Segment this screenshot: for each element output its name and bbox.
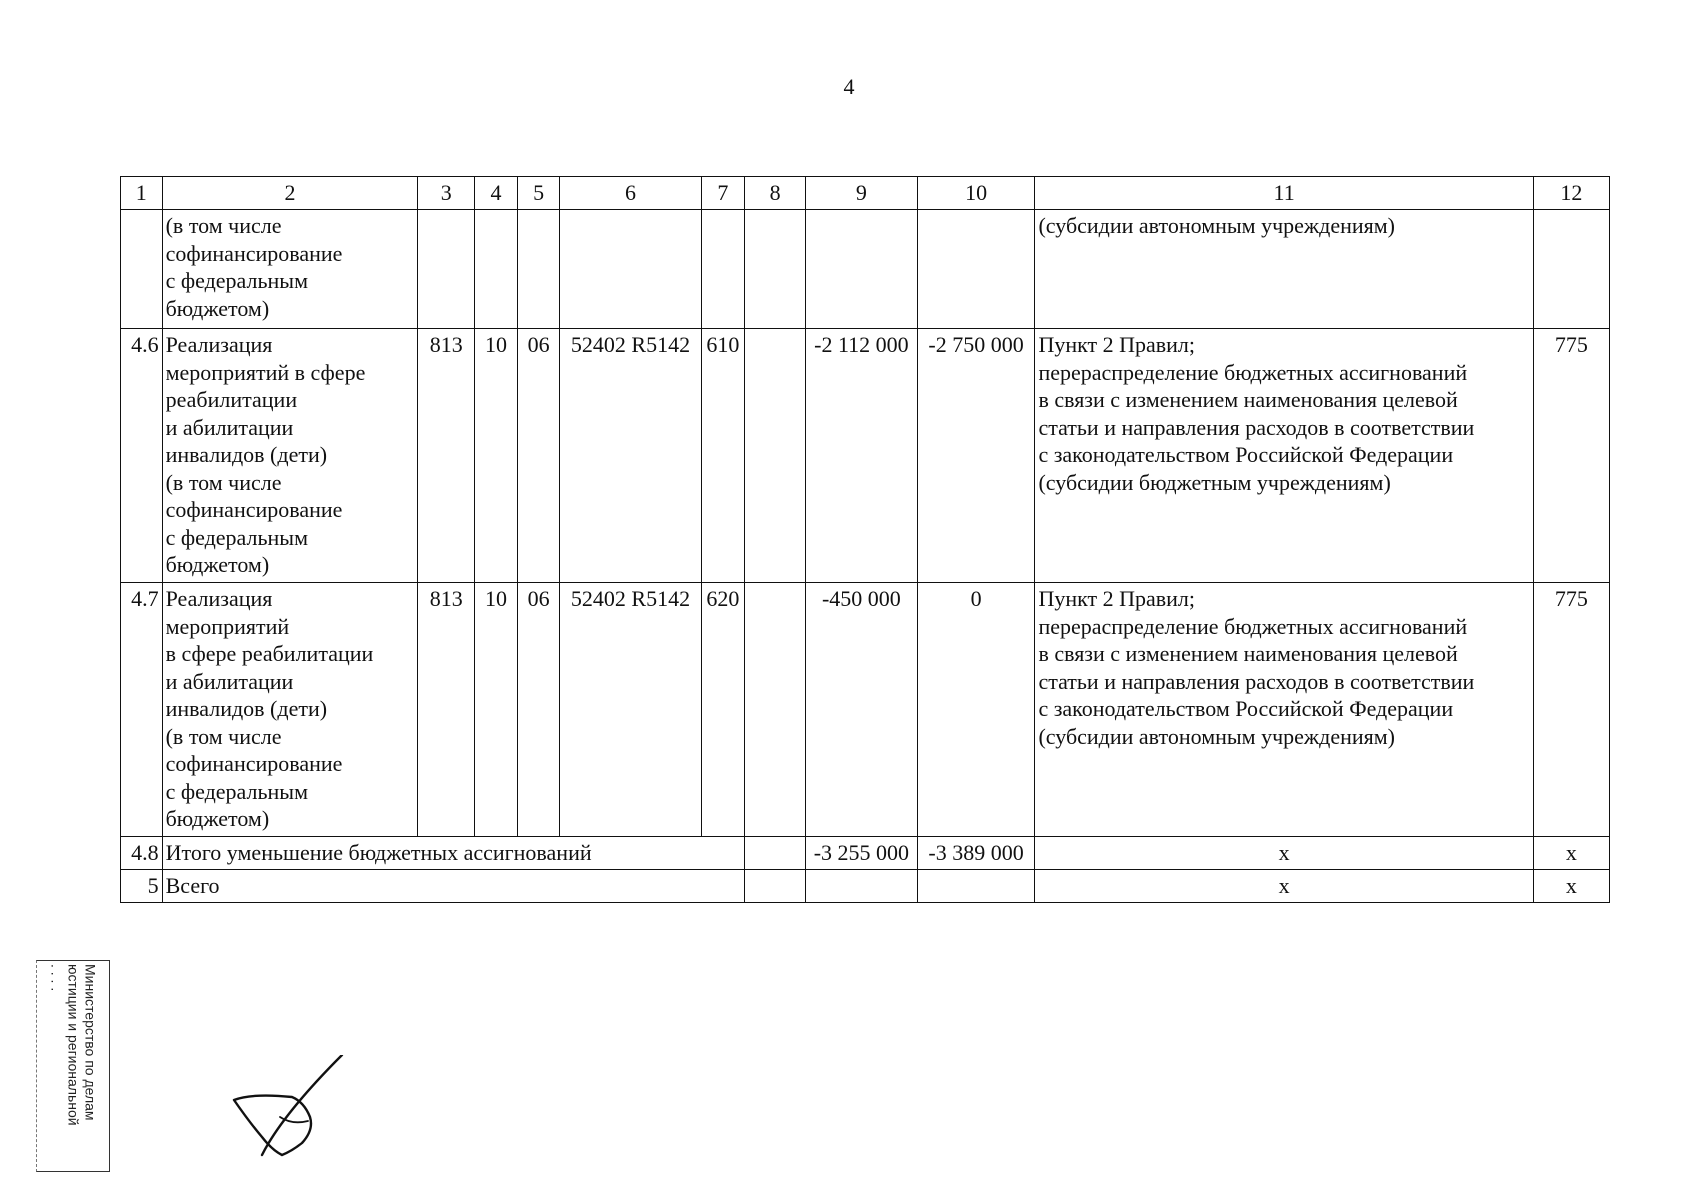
- description-line: и абилитации: [165, 414, 294, 440]
- amount-col9-cell: -450 000: [806, 583, 918, 837]
- header-cell: 2: [162, 177, 418, 210]
- description-line: софинансирование: [165, 751, 343, 776]
- description-cell: [162, 583, 418, 837]
- col8-cell: [745, 837, 806, 870]
- basis-line: в связи с изменением наименования целевой: [1038, 641, 1458, 666]
- amount-col10-cell: [917, 870, 1035, 903]
- expense-type-cell: 620: [701, 583, 745, 837]
- header-cell: 3: [418, 177, 475, 210]
- header-cell: 6: [560, 177, 701, 210]
- subsection-code-cell: [517, 210, 560, 329]
- basis-line: Пункт 2 Правил;: [1038, 586, 1196, 611]
- row-number-cell: 4.6: [121, 329, 163, 583]
- section-code-cell: 10: [475, 329, 518, 583]
- header-cell: 7: [701, 177, 745, 210]
- expense-type-cell: 610: [701, 329, 745, 583]
- basis-line: с законодательством Российской Федерации: [1038, 696, 1454, 721]
- ministry-code-cell: [418, 210, 475, 329]
- target-article-cell: [560, 210, 701, 329]
- basis-line: перераспределение бюджетных ассигнований: [1038, 359, 1468, 385]
- description-line: с федеральным: [165, 778, 309, 804]
- description-line: мероприятий: [165, 613, 290, 639]
- amount-col9-cell: -3 255 000: [806, 837, 918, 870]
- total-label-cell: Итого уменьшение бюджетных ассигнований: [162, 837, 745, 870]
- basis-line: Пункт 2 Правил;: [1038, 332, 1196, 357]
- header-cell: 11: [1035, 177, 1533, 210]
- col8-cell: [745, 583, 806, 837]
- code-col12-cell: x: [1533, 837, 1609, 870]
- table-row: [121, 583, 1610, 837]
- stamp-line: . . . .: [48, 964, 65, 992]
- basis-line: статьи и направления расходов в соответствии: [1038, 668, 1475, 694]
- header-cell: 5: [517, 177, 560, 210]
- basis-line: (субсидии автономным учреждениям): [1038, 723, 1396, 749]
- section-code-cell: [475, 210, 518, 329]
- description-line: в сфере реабилитации: [165, 641, 374, 666]
- subsection-code-cell: 06: [517, 583, 560, 837]
- stamp-text: [48, 964, 99, 1170]
- expense-type-cell: [701, 210, 745, 329]
- amount-col10-cell: -3 389 000: [917, 837, 1035, 870]
- ministry-code-cell: 813: [418, 583, 475, 837]
- description-line: (в том числе: [165, 723, 282, 749]
- description-line: бюджетом): [165, 295, 270, 321]
- header-cell: 4: [475, 177, 518, 210]
- description-line: бюджетом): [165, 806, 270, 831]
- table-row: [121, 329, 1610, 583]
- basis-cell: [1035, 329, 1533, 583]
- description-line: инвалидов (дети): [165, 442, 328, 467]
- code-col12-cell: [1533, 210, 1609, 329]
- code-col12-cell: x: [1533, 870, 1609, 903]
- basis-line: (субсидии автономным учреждениям): [1038, 213, 1396, 238]
- description-line: с федеральным: [165, 268, 309, 293]
- description-line: Реализация: [165, 586, 273, 611]
- ministry-stamp: [36, 960, 110, 1172]
- target-article-cell: 52402 R5142: [560, 583, 701, 837]
- stamp-line: Министерство по делам: [82, 964, 99, 1121]
- basis-line: статьи и направления расходов в соответствии: [1038, 414, 1475, 440]
- amount-col9-cell: [806, 210, 918, 329]
- amount-col9-cell: [806, 870, 918, 903]
- col8-cell: [745, 210, 806, 329]
- col8-cell: [745, 329, 806, 583]
- row-number-cell: 4.8: [121, 837, 163, 870]
- description-line: и абилитации: [165, 668, 294, 694]
- basis-cell: [1035, 583, 1533, 837]
- ministry-code-cell: 813: [418, 329, 475, 583]
- description-line: Реализация: [165, 332, 273, 357]
- row-number-cell: 5: [121, 870, 163, 903]
- description-cell: [162, 329, 418, 583]
- basis-line: с законодательством Российской Федерации: [1038, 442, 1454, 467]
- table-header-row: [121, 177, 1610, 210]
- basis-cell: [1035, 210, 1533, 329]
- description-line: реабилитации: [165, 387, 298, 412]
- target-article-cell: 52402 R5142: [560, 329, 701, 583]
- amount-col10-cell: [917, 210, 1035, 329]
- description-line: софинансирование: [165, 497, 343, 522]
- code-col12-cell: 775: [1533, 329, 1609, 583]
- section-code-cell: 10: [475, 583, 518, 837]
- description-line: с федеральным: [165, 524, 309, 550]
- signature-icon: [232, 1055, 352, 1165]
- amount-col10-cell: 0: [917, 583, 1035, 837]
- header-cell: 1: [121, 177, 163, 210]
- description-cell: [162, 210, 418, 329]
- description-line: (в том числе: [165, 213, 282, 238]
- basis-cell: x: [1035, 870, 1533, 903]
- budget-allocation-table: [120, 176, 1610, 903]
- code-col12-cell: 775: [1533, 583, 1609, 837]
- row-number-cell: 4.7: [121, 583, 163, 837]
- description-line: инвалидов (дети): [165, 696, 328, 721]
- amount-col10-cell: -2 750 000: [917, 329, 1035, 583]
- basis-line: (субсидии бюджетным учреждениям): [1038, 469, 1391, 495]
- basis-line: в связи с изменением наименования целевой: [1038, 387, 1458, 412]
- total-row: [121, 837, 1610, 870]
- total-label-cell: Всего: [162, 870, 745, 903]
- row-number-cell: [121, 210, 163, 329]
- grand-total-row: [121, 870, 1610, 903]
- description-line: бюджетом): [165, 552, 270, 577]
- description-line: (в том числе: [165, 469, 282, 495]
- page-number: 4: [843, 74, 855, 99]
- table-row: [121, 210, 1610, 329]
- header-cell: 10: [917, 177, 1035, 210]
- stamp-line: юстиции и региональной: [65, 964, 82, 1126]
- header-cell: 9: [806, 177, 918, 210]
- basis-line: перераспределение бюджетных ассигнований: [1038, 613, 1468, 639]
- col8-cell: [745, 870, 806, 903]
- basis-cell: x: [1035, 837, 1533, 870]
- description-line: мероприятий в сфере: [165, 359, 366, 385]
- header-cell: 8: [745, 177, 806, 210]
- amount-col9-cell: -2 112 000: [806, 329, 918, 583]
- header-cell: 12: [1533, 177, 1609, 210]
- subsection-code-cell: 06: [517, 329, 560, 583]
- description-line: софинансирование: [165, 240, 343, 266]
